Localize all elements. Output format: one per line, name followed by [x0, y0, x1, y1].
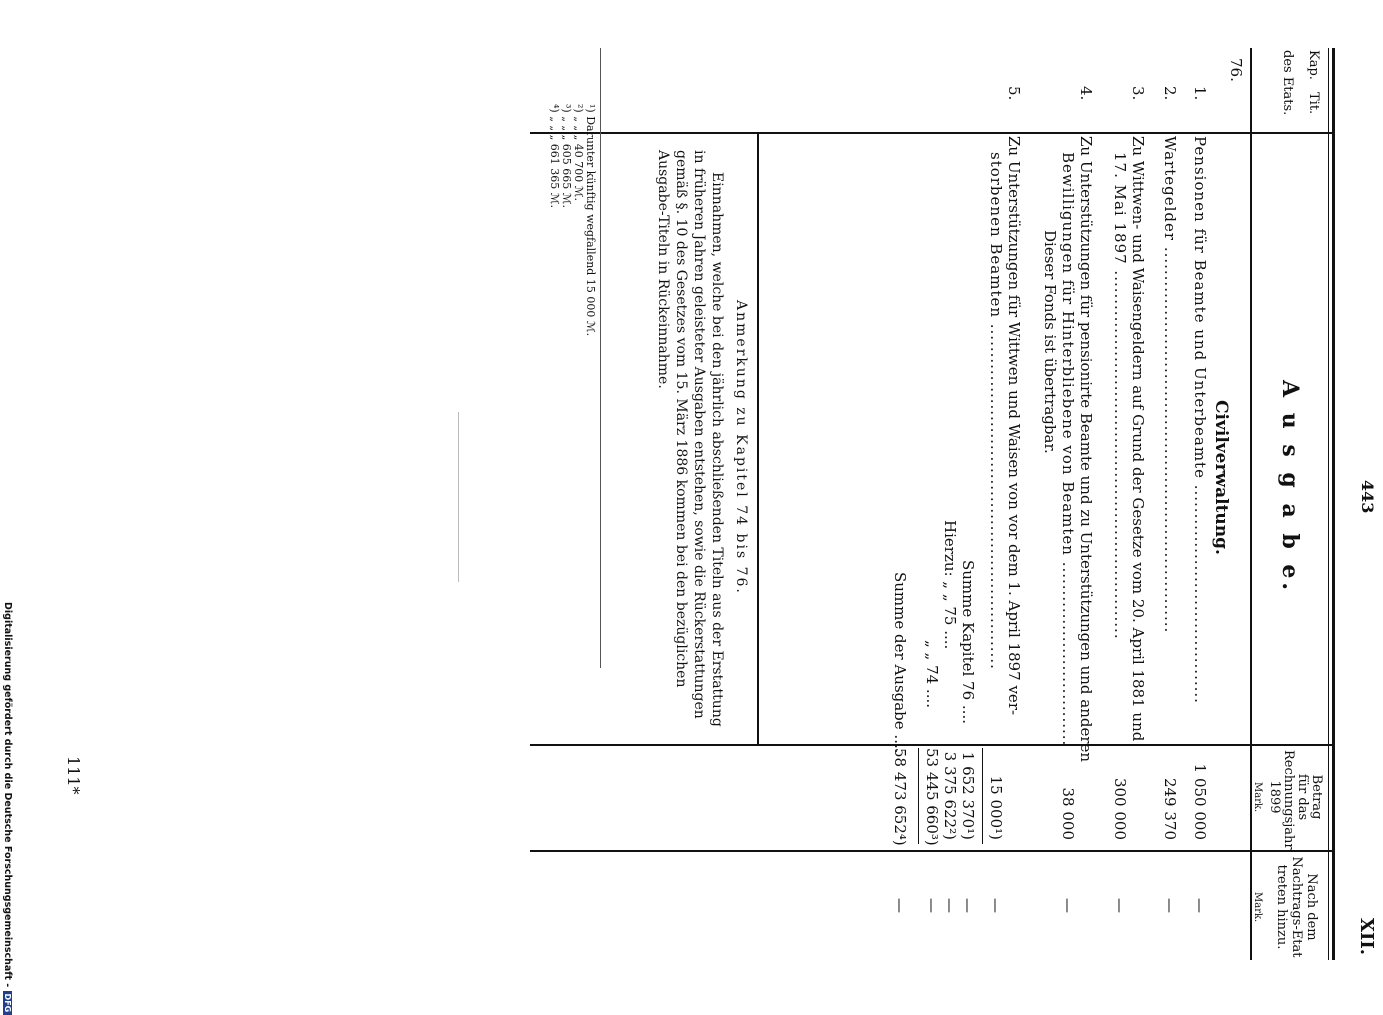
footnote: ³) „ „ „ 605 665 ℳ.: [560, 104, 573, 209]
table-top-rule-thin: [1328, 48, 1329, 960]
dfg-logo: DFG: [3, 991, 12, 1015]
row-description-cont: 17. Mai 1897 ................................................................: [1111, 152, 1129, 640]
chapter-number: 76.: [1227, 58, 1245, 82]
subtotal-rule: [982, 748, 983, 844]
digitization-credit: [2, 602, 13, 1015]
supp-unit: Mark.: [1252, 892, 1263, 923]
amount-col-header-line: Betrag: [1309, 774, 1324, 820]
footnote-rule: [600, 48, 601, 668]
total-label: Summe der Ausgabe ....: [891, 572, 909, 754]
row-tit-number: 3.: [1129, 86, 1147, 101]
page-number: 443: [1358, 480, 1377, 514]
digitization-credit-text: Digitalisierung gefördert durch die Deutsche Forschungsgemeinschaft -: [2, 602, 13, 988]
row-description: Zu Unterstützungen für Wittwen und Waisen von vor dem 1. April 1897 ver-: [1005, 136, 1023, 716]
note-title: Anmerkung zu Kapitel 74 bis 76.: [733, 300, 749, 595]
section-subtitle: Civilverwaltung.: [1211, 400, 1231, 555]
header-bottom-rule: [1250, 48, 1252, 960]
footnote: ⁴) „ „ „ 661 365 ℳ.: [548, 104, 561, 209]
row-supplement: —: [1161, 898, 1179, 913]
sum-amount: 1 652 370¹): [959, 751, 977, 840]
total-supplement: —: [891, 898, 909, 913]
amount-col-header-line: 1899: [1267, 780, 1282, 814]
row-description: Pensionen für Beamte und Unterbeamte ......................................: [1191, 136, 1209, 704]
note-separator: [757, 134, 759, 746]
row-amount: 1 050 000: [1191, 763, 1209, 840]
kap-tit-divider: [530, 132, 1335, 134]
table-title: A u s g a b e.: [1277, 380, 1303, 595]
row-tit-number: 5.: [1005, 86, 1023, 101]
sum-supplement: —: [941, 898, 959, 913]
sum-label: Hierzu: „ „ 75 ....: [941, 520, 959, 650]
footnote: ²) „ „ „ 40 700 ℳ.: [572, 104, 585, 202]
row-supplement: —: [1191, 898, 1209, 913]
row-amount: 300 000: [1111, 777, 1129, 840]
kap-label: Kap.: [1306, 50, 1321, 80]
supp-col-header-line: Nachtrags-Etat: [1289, 856, 1304, 958]
amount-unit: Mark.: [1252, 782, 1263, 813]
amount-col-header-line: für das: [1295, 773, 1310, 821]
note-line: in früheren Jahren geleisteter Ausgaben entstehen, sowie die Rückerstattungen: [691, 150, 707, 719]
row-description: Wartegelder ...................................................................: [1161, 136, 1179, 634]
section-number: XII.: [1356, 918, 1377, 956]
row-tit-number: 1.: [1191, 86, 1209, 101]
row-description: Zu Wittwen- und Waisengeldern auf Grund der Gesetze vom 20. April 1881 und: [1129, 136, 1147, 742]
sheet-mark: 111*: [64, 756, 83, 795]
sum-amount: 53 445 660³): [923, 748, 941, 846]
supp-col-divider: [530, 850, 1335, 852]
supp-col-header-line: Nach dem: [1304, 873, 1319, 941]
total-rule: [918, 748, 919, 844]
row-supplement: —: [1059, 898, 1077, 913]
sum-supplement: —: [959, 898, 977, 913]
row-description-cont: Bewilligungen für Hinterbliebene von Beamten ................................: [1059, 152, 1077, 747]
row-tit-number: 2.: [1161, 86, 1179, 101]
des-etats-label: des Etats.: [1280, 50, 1295, 116]
row-supplement: —: [987, 898, 1005, 913]
table-top-rule: [1332, 48, 1335, 960]
footnote: ¹) Darunter künftig wegfallend 15 000 ℳ.: [584, 104, 597, 337]
note-line: Einnahmen, welche bei den jährlich abschließenden Titeln aus der Erstattung: [709, 172, 725, 727]
row-description: Zu Unterstützungen für pensionirte Beamte und zu Unterstützungen und anderen: [1077, 136, 1095, 763]
row-amount: 249 370: [1161, 777, 1179, 840]
tit-label: Tit.: [1306, 92, 1321, 115]
total-amount: 58 473 652⁴): [891, 748, 909, 846]
row-amount: 15 000¹): [987, 775, 1005, 840]
supp-col-header-line: treten hinzu.: [1274, 864, 1289, 950]
sum-label: „ „ 74 ....: [923, 640, 941, 709]
sum-amount: 3 375 622²): [941, 751, 959, 840]
scan-artifact-line: [458, 412, 459, 582]
row-tit-number: 4.: [1077, 86, 1095, 101]
note-line: Ausgabe-Titeln in Rückeinnahme.: [655, 150, 671, 389]
row-description-cont: storbenen Beamten ............................................................: [987, 152, 1005, 670]
note-line: gemäß §. 10 des Gesetzes vom 15. März 1886 kommen bei den bezüglichen: [673, 150, 689, 688]
supp-col-header: [1274, 856, 1319, 958]
row-amount: 38 000: [1059, 787, 1077, 840]
sum-supplement: —: [923, 898, 941, 913]
row-supplement: —: [1111, 898, 1129, 913]
row-note: Dieser Fonds ist übertragbar.: [1041, 230, 1059, 454]
sum-label: Summe Kapitel 76 ....: [959, 560, 977, 724]
amount-col-header-line: Rechnungsjahr: [1281, 750, 1296, 850]
amount-col-header: [1267, 750, 1324, 850]
amount-col-divider: [530, 744, 1335, 746]
